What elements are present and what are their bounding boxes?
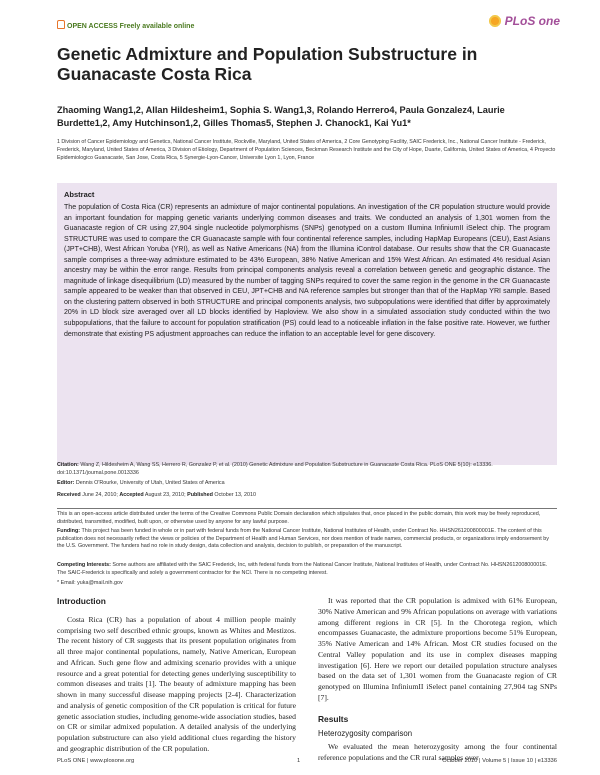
email: * Email: yuka@mail.nih.gov	[57, 580, 123, 586]
article-title: Genetic Admixture and Population Substructure in Guanacaste Costa Rica	[57, 44, 478, 84]
editor: Editor: Dennis O'Rourke, University of Utah, United States of America	[57, 480, 225, 486]
abstract-label: Abstract	[64, 190, 95, 199]
funding: Funding: This project has been funded in whole or in part with federal funds from the National Cancer Institute, National Institutes of Health, under Contract No. HHSN261200800001E. The content of this publication does not necessarily reflect the views or policies of the Department of Health and Human Services, nor does mention of trade names, commercial products, or organizations imply endorsement by the U.S. Government. The funders had no role in study design, data collection and analysis, decision to publish, or preparation of the manuscript.	[57, 528, 549, 550]
results-paragraph: We evaluated the mean heterozygosity among the four continental reference populations and the CR rural samples over	[318, 742, 557, 762]
open-access-badge: OPEN ACCESS Freely available online	[57, 20, 194, 30]
left-column	[57, 596, 296, 755]
journal-logo: PLoS one	[488, 14, 560, 28]
competing-interests: Competing Interests: Some authors are affiliated with the SAIC Frederick, Inc, with federal funds from the National Cancer Institute, National Institutes of Health, under Contract No. HHSN261200800001E. The SAIC-Frederick is specifically and solely a government contractor for the NCI. There is no competing interest.	[57, 562, 548, 576]
journal-header	[0, 0, 600, 40]
intro-paragraph: Costa Rica (CR) has a population of about 4 million people mainly comprising two self described ethnic groups, known as Whites and Mestizos. The recent history of CR suggests that its present population originates from all three major continental populations, namely, Native American, European and African. Such gene flow and admixing scenario provides with a unique resource and a great potential for detecting genes underlying susceptibility to common diseases and traits [1]. The beauty of admixture mapping has been shown in many successful disease mapping projects [2-4]. Characterization and analysis of genetic composition of the CR population is critical for future genetic association studies, including genome-wide association studies, based on CR or similar admixed population. A detailed analysis of the underlying population substructure can also yield additional clues regarding the history and geographic distribution of the CR population.	[57, 614, 296, 753]
author-list: Zhaoming Wang1,2, Allan Hildesheim1, Sophia S. Wang1,3, Rolando Herrero4, Paula Gonzalez4, Laurie Burdette1,2, Amy Hutchinson1,2, Gilles Thomas5, Stephen J. Chanock1, Kai Yu1*	[57, 105, 505, 128]
open-lock-icon	[57, 20, 65, 29]
page-number: 1	[297, 758, 301, 764]
footer-journal: PLoS ONE | www.plosone.org	[57, 758, 135, 764]
abstract-box	[57, 183, 557, 465]
divider	[57, 508, 557, 509]
abstract-text: The population of Costa Rica (CR) represents an admixture of major continental populations. An investigation of the CR population structure would provide an important foundation for mapping genetic variants underlying common diseases and traits. We conducted an analysis of 1,301 women from the Guanacaste region of CR using 27,904 single nucleotide polymorphisms (SNPs) genotyped on a custom Illumina InfiniumII iSelect chip. The program STRUCTURE was used to compare the CR Guanacaste sample with four continental reference samples, including HapMap Europeans (CEU), East Asians (JPT+CHB), West African Yoruba (YRI), as well as Native Americans (NA) from the Illumina iControl database. Our results show that the CR Guanacaste sample comprises a three-way admixture estimated to be 43% European, 38% Native American and 15% West African. An estimated 4% residual Asian ancestry may be within the error range. Results from principal components analysis reveal a correlation between genetic and geographic distance. The magnitude of linkage disequilibrium (LD) measured by the number of tagging SNPs required to cover the same region in the genome in the CR Guanacaste sample appeared to be weaker than that observed in CEU, JPT+CHB and NA reference samples but stronger than that of the HapMap YRI sample. Based on the clustering pattern observed in both STRUCTURE and principal components analysis, two subpopulations were identified that differ by approximately 20% in LD block size averaged over all LD blocks identified by Haploview. We also show in a simulated association study conducted within the two subpopulations, that the failure to account for population stratification (PS) could lead to a noticeable inflation in the false positive rate. However, we further demonstrate that existing PS adjustment approaches can reduce the inflation to an acceptable level for gene discovery.	[64, 204, 550, 338]
footer-issue: October 2010 | Volume 5 | Issue 10 | e13336	[442, 758, 557, 764]
right-column	[318, 596, 557, 764]
plos-sun-icon	[488, 14, 502, 28]
page-footer	[57, 758, 557, 764]
intro-heading: Introduction	[57, 596, 106, 606]
intro-paragraph-2: It was reported that the CR population is admixed with 61% European, 30% Native American and 9% African populations on average with variations among different regions in CR [5]. In the Chorotega region, which encompasses Guanacaste, the admixture proportions become 51% European, 35% Native American and 14% African. Most CR studies focused on the Central Valley population and its use in complex diseases mapping investigation [6]. Here we report our detailed population structure analyses based on the data set of 1,301 women from the Guanacaste region of CR genotyped on Illumina InfiniumII iSelect panel containing 27,904 tag SNPs [7].	[318, 596, 557, 702]
dates: Received June 24, 2010; Accepted August 23, 2010; Published October 13, 2010	[57, 492, 257, 498]
heterozygosity-heading: Heterozygosity comparison	[318, 729, 413, 739]
affiliations: 1 Division of Cancer Epidemiology and Genetics, National Cancer Institute, Rockville, Maryland, United States of America, 2 Core Genotyping Facility, SAIC Frederick, Inc., National Cancer Institute - Frederick, Frederick, Maryland, United States of America, 3 Division of Etiology, Department of Population Sciences, Beckman Research Institute and the City of Hope, Duarte, California, United States of America, 4 Proyecto Epidemiologico Guanacaste, San Jose, Costa Rica, 5 Synergie-Lyon-Cancer, Universite Lyon 1, Lyon, France	[57, 139, 556, 161]
results-heading: Results	[318, 713, 349, 724]
citation: Citation: Wang Z, Hildesheim A, Wang SS, Herrero R, Gonzalez P, et al. (2010) Genetic Admixture and Population Substructure in Guanacaste Costa Rica. PLoS ONE 5(10): e13336. doi:10.1371/journal.pone.0013336	[57, 462, 493, 476]
copyright: This is an open-access article distributed under the terms of the Creative Commons Public Domain declaration which stipulates that, once placed in the public domain, this work may be freely reproduced, distributed, transmitted, modified, built upon, or otherwise used by anyone for any lawful purpose.	[57, 511, 541, 525]
